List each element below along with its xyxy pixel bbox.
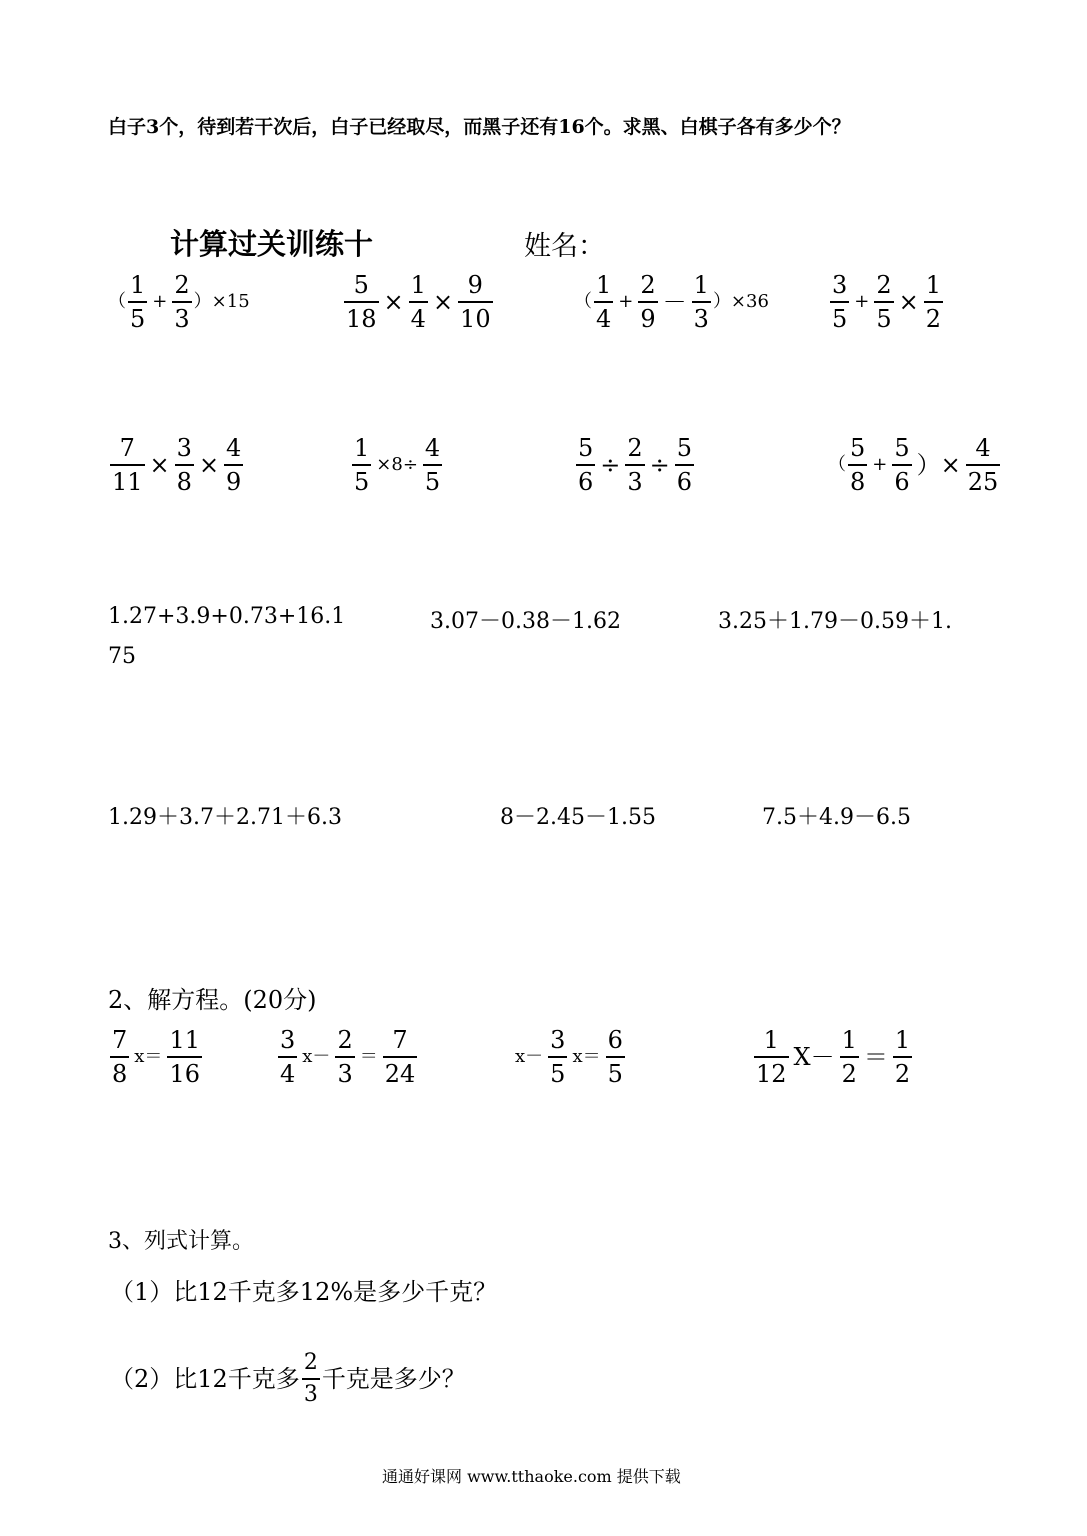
denominator: 3: [303, 1382, 318, 1407]
operator: ）×: [916, 451, 961, 479]
operator: ×: [898, 288, 919, 316]
denominator: 3: [337, 1060, 353, 1088]
numerator: 2: [876, 271, 892, 299]
numerator: 5: [353, 271, 369, 299]
section-2-heading: 2、解方程。(20分): [108, 986, 317, 1014]
numerator: 2: [174, 271, 190, 299]
denominator: 16: [169, 1060, 200, 1088]
section-3-heading: 3、列式计算。: [108, 1229, 254, 1254]
denominator: 8: [112, 1060, 128, 1088]
denominator: 9: [640, 305, 656, 333]
numerator: 1: [130, 271, 146, 299]
numerator: 1: [841, 1026, 857, 1054]
equation-prefix: x－: [515, 1046, 544, 1067]
decimal-expression-e: 8－2.45－1.55: [500, 805, 656, 830]
expression-1-3: [574, 273, 769, 331]
expression-2-4: [828, 436, 1002, 494]
numerator: 5: [850, 434, 866, 462]
fraction: [594, 273, 613, 331]
denominator: 8: [176, 468, 192, 496]
numerator: 7: [112, 1026, 128, 1054]
denominator: 18: [346, 305, 377, 333]
fraction: [966, 436, 1001, 494]
denominator: 24: [384, 1060, 416, 1088]
fraction: [409, 273, 428, 331]
equation-middle: x＝: [572, 1046, 601, 1067]
decimal-expression-c: 3.25＋1.79－0.59＋1.: [718, 609, 952, 634]
decimal-expression-d: 1.29＋3.7＋2.71＋6.3: [108, 805, 342, 830]
equation-3: [512, 1028, 627, 1086]
paren-open: （: [108, 291, 126, 312]
question-1: （1）比12千克多12%是多少千克？: [110, 1278, 498, 1306]
header-text: 白子3个，待到若干次后，白子已经取尽，而黑子还有16个。求黑、白棋子各有多少个？: [108, 116, 851, 138]
denominator: 5: [424, 468, 441, 496]
fraction: [754, 1028, 789, 1086]
operator: ÷: [600, 451, 621, 479]
decimal-expression-b: 3.07－0.38－1.62: [430, 609, 621, 634]
equation-middle: x＝: [134, 1046, 163, 1067]
numerator: 2: [337, 1026, 353, 1054]
equals-sign: ＝: [863, 1043, 888, 1071]
denominator: 2: [894, 1060, 911, 1088]
question-2: [110, 1352, 466, 1406]
denominator: 9: [226, 468, 242, 496]
numerator: 9: [467, 271, 483, 299]
denominator: 2: [841, 1060, 857, 1088]
fraction: [924, 273, 943, 331]
denominator: 3: [627, 468, 643, 496]
fraction: [167, 1028, 202, 1086]
numerator: 2: [303, 1350, 318, 1375]
fraction: [278, 1028, 297, 1086]
fraction: [893, 1028, 912, 1086]
fraction: [172, 273, 191, 331]
fraction: [692, 273, 711, 331]
fraction: [638, 273, 657, 331]
fraction: [840, 1028, 859, 1086]
denominator: 6: [676, 468, 693, 496]
question-2-suffix: 千克是多少？: [321, 1365, 466, 1393]
denominator: 10: [460, 305, 491, 333]
operator: ×: [198, 451, 220, 479]
numerator: 1: [596, 271, 612, 299]
numerator: 1: [894, 1026, 911, 1054]
equation-middle: X－: [793, 1043, 835, 1071]
denominator: 5: [354, 468, 370, 496]
equation-middle: x－: [302, 1046, 331, 1067]
denominator: 6: [578, 468, 594, 496]
denominator: 5: [607, 1060, 623, 1088]
numerator: 2: [627, 434, 643, 462]
equation-4: [752, 1028, 914, 1086]
operator: ×8÷: [376, 454, 418, 475]
fraction: [110, 1028, 129, 1086]
name-label: 姓名：: [524, 231, 605, 262]
expression-2-1: [108, 436, 245, 494]
numerator: 6: [607, 1026, 623, 1054]
expression-1-2: [342, 273, 495, 331]
fraction: [352, 436, 371, 494]
operator: －: [662, 288, 687, 316]
numerator: 4: [975, 434, 991, 462]
operator: ×: [149, 451, 170, 479]
paren-open: （: [574, 291, 592, 312]
equals-sign: ＝: [359, 1046, 378, 1067]
numerator: 3: [280, 1026, 296, 1054]
numerator: 1: [410, 271, 426, 299]
denominator: 3: [174, 305, 190, 333]
operator: +: [854, 291, 870, 312]
decimal-expression-a-continued: 75: [108, 644, 136, 669]
fraction: [548, 1028, 567, 1086]
denominator: 5: [832, 305, 848, 333]
operator: ×: [383, 288, 404, 316]
fraction: [335, 1028, 354, 1086]
numerator: 5: [578, 434, 594, 462]
fraction: [874, 273, 893, 331]
equation-2: [276, 1028, 419, 1086]
fraction: [848, 436, 867, 494]
denominator: 4: [410, 305, 426, 333]
numerator: 3: [176, 434, 192, 462]
denominator: 5: [550, 1060, 566, 1088]
numerator: 2: [640, 271, 656, 299]
fraction: [458, 273, 493, 331]
operator: +: [618, 291, 634, 312]
denominator: 11: [112, 468, 143, 496]
numerator: 4: [226, 434, 242, 462]
fraction: [344, 273, 379, 331]
question-2-prefix: （2）比12千克多: [110, 1365, 300, 1393]
numerator: 7: [392, 1026, 408, 1054]
denominator: 5: [130, 305, 146, 333]
denominator: 25: [967, 468, 999, 496]
numerator: 1: [354, 434, 370, 462]
numerator: 11: [169, 1026, 200, 1054]
denominator: 6: [894, 468, 910, 496]
operator: ×: [432, 288, 454, 316]
decimal-expression-a: 1.27+3.9+0.73+16.1: [108, 604, 346, 629]
numerator: 3: [550, 1026, 566, 1054]
numerator: 4: [424, 434, 441, 462]
denominator: 4: [596, 305, 612, 333]
operator: +: [152, 291, 168, 312]
fraction: [224, 436, 243, 494]
decimal-expression-f: 7.5＋4.9－6.5: [762, 805, 911, 830]
page-title: 计算过关训练十: [170, 227, 374, 261]
numerator: 1: [693, 271, 709, 299]
fraction: [110, 436, 145, 494]
equation-1: [108, 1028, 204, 1086]
fraction: [175, 436, 194, 494]
fraction: [625, 436, 644, 494]
fraction: [606, 1028, 625, 1086]
numerator: 1: [763, 1026, 779, 1054]
numerator: 3: [832, 271, 848, 299]
denominator: 8: [850, 468, 866, 496]
footer-text: 通通好课网 www.tthaoke.com 提供下载: [382, 1467, 681, 1486]
expression-tail: ）×15: [193, 291, 250, 312]
numerator: 5: [894, 434, 910, 462]
fraction: [423, 436, 442, 494]
fraction: [892, 436, 911, 494]
denominator: 2: [925, 305, 942, 333]
operator: ÷: [649, 451, 670, 479]
denominator: 3: [693, 305, 709, 333]
expression-1-4: [828, 273, 945, 331]
operator: +: [872, 454, 888, 475]
fraction: [830, 273, 849, 331]
denominator: 4: [280, 1060, 296, 1088]
numerator: 1: [925, 271, 942, 299]
expression-1-1: [108, 273, 250, 331]
fraction: [576, 436, 595, 494]
numerator: 7: [119, 434, 135, 462]
expression-2-2: [350, 436, 444, 494]
paren-open: （: [828, 454, 846, 475]
denominator: 12: [756, 1060, 787, 1088]
fraction: [383, 1028, 418, 1086]
expression-tail: ）×36: [712, 291, 769, 312]
fraction: [302, 1352, 320, 1406]
numerator: 5: [676, 434, 693, 462]
expression-2-3: [574, 436, 696, 494]
denominator: 5: [876, 305, 892, 333]
fraction: [675, 436, 694, 494]
fraction: [128, 273, 147, 331]
